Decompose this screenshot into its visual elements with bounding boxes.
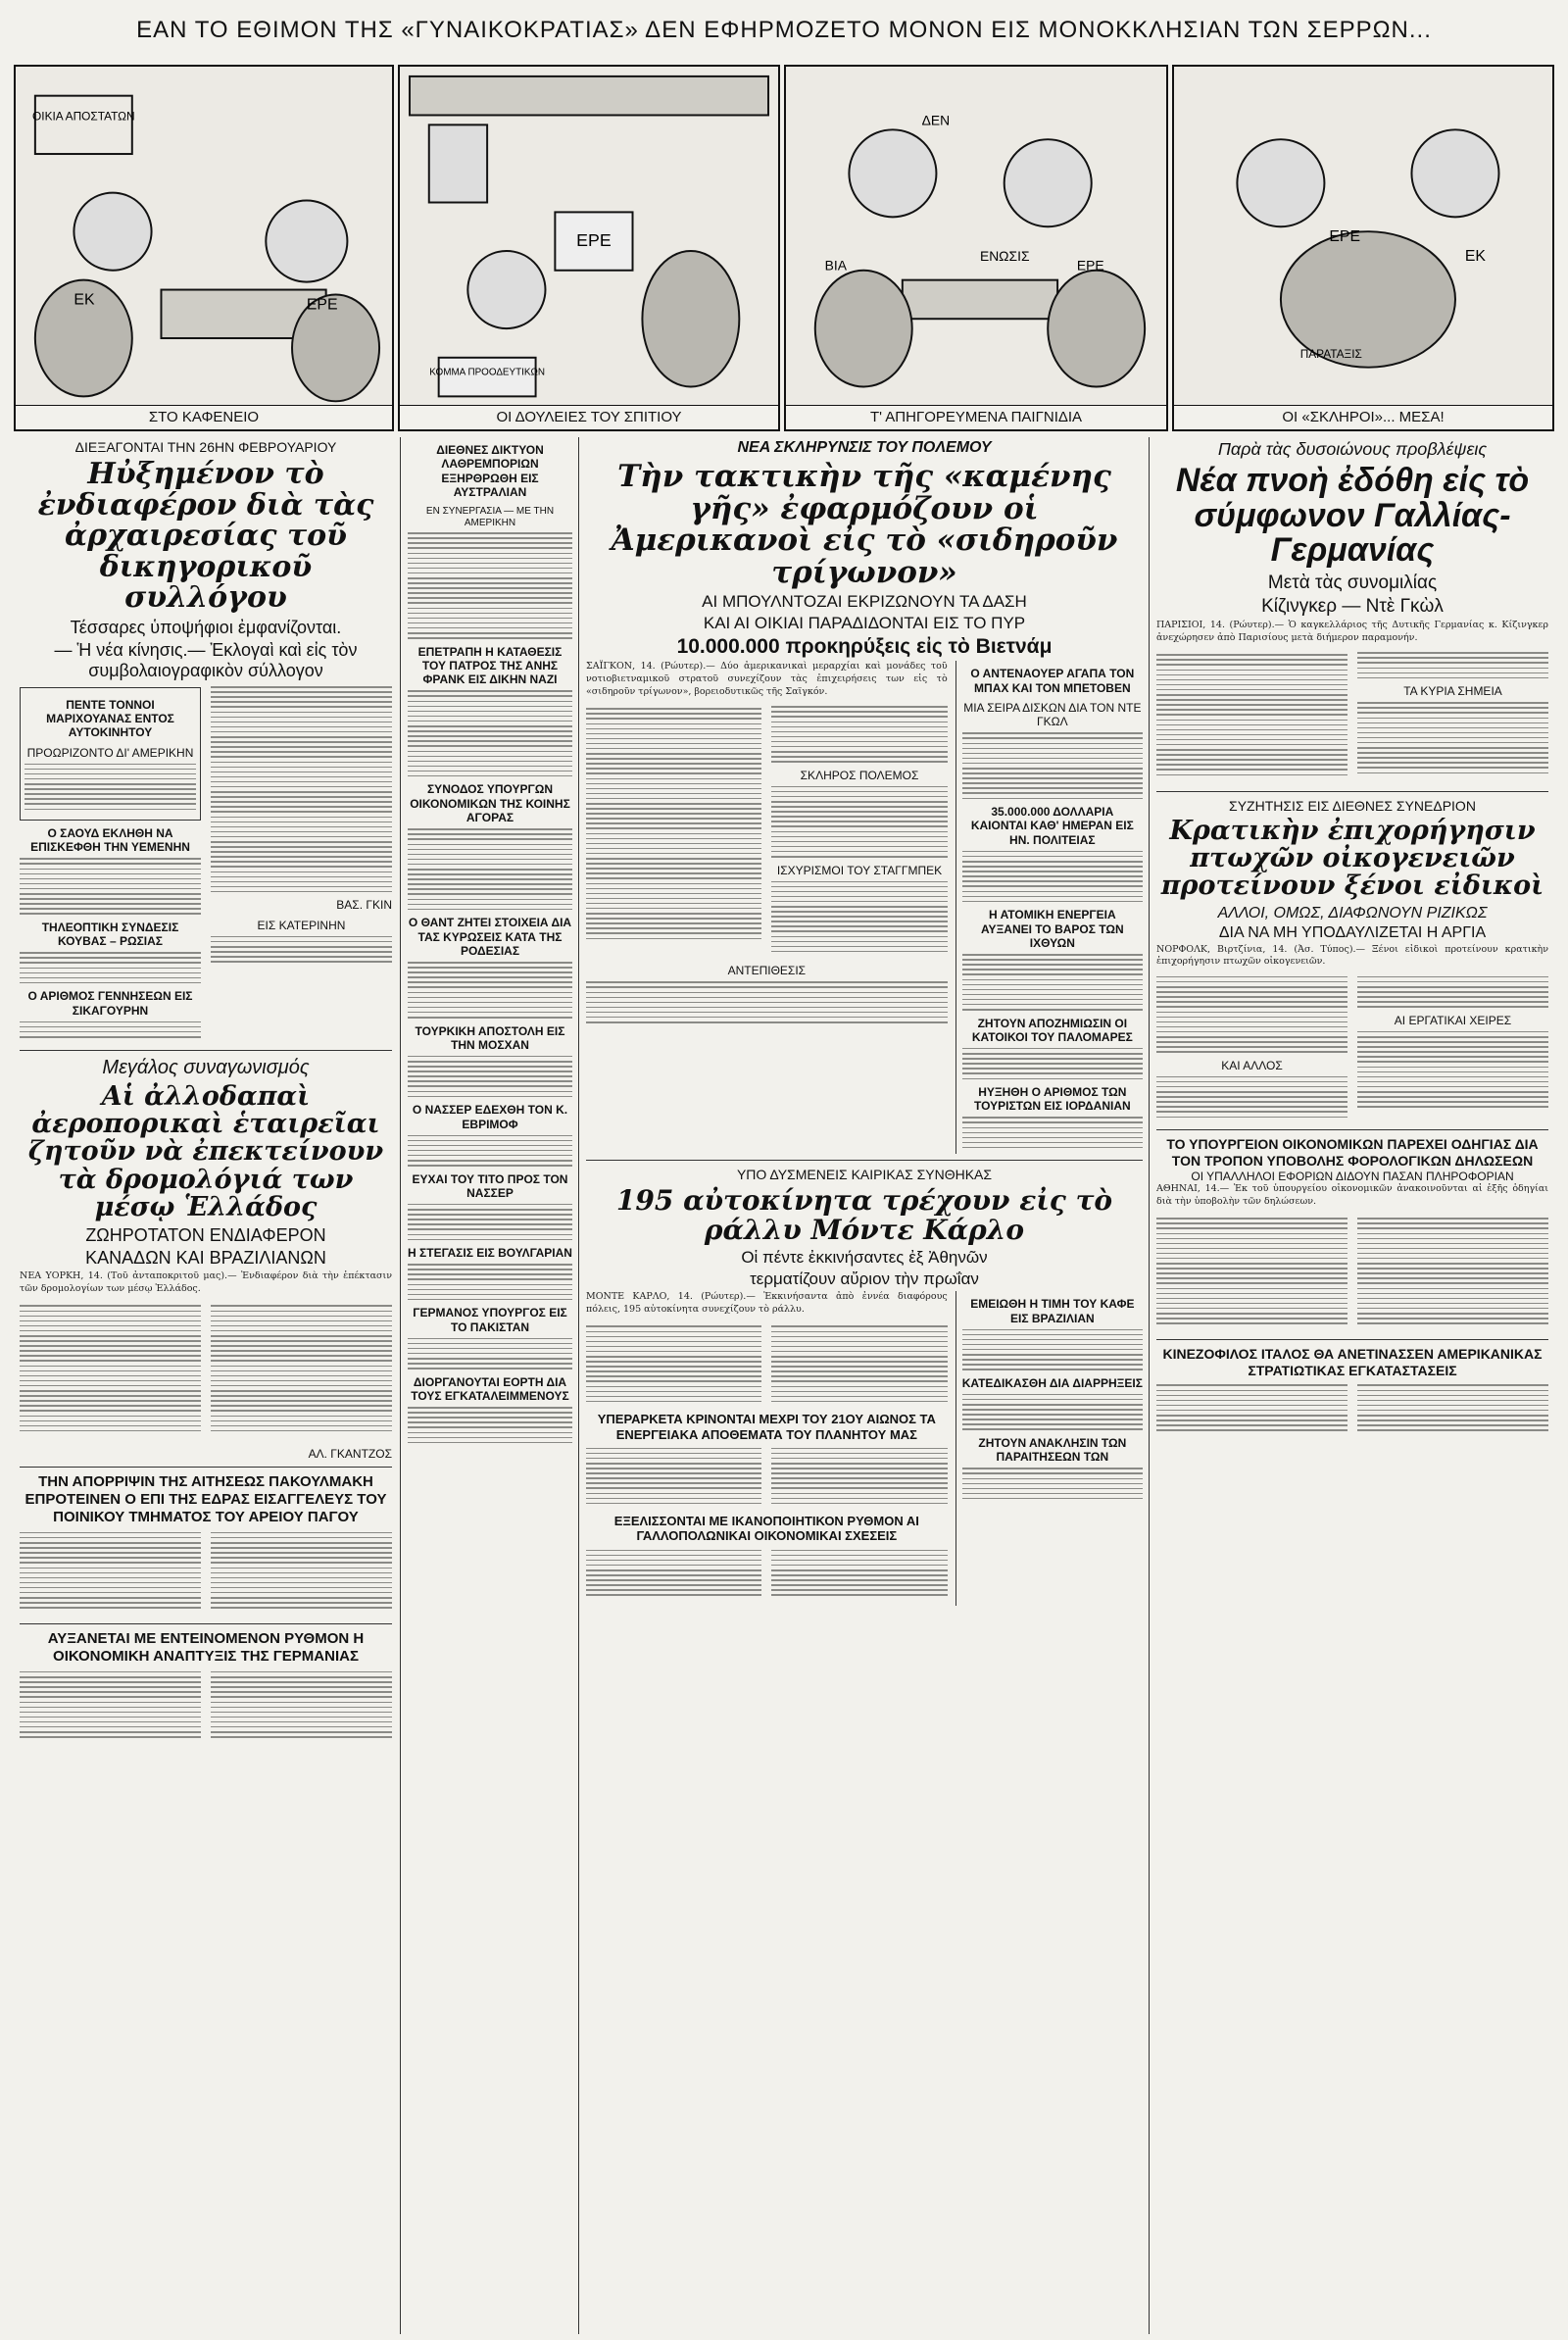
column-rule [578,437,579,2334]
svg-text:ΔΕΝ: ΔΕΝ [921,112,951,128]
news-headline: ΗΥΞΗΘΗ Ο ΑΡΙΘΜΟΣ ΤΩΝ ΤΟΥΡΙΣΤΩΝ ΕΙΣ ΙΟΡΔΑΝΙΑΝ [974,1085,1131,1114]
cartoon-hardliners-drawing [1174,67,1552,429]
cartoon-cafe-drawing [16,67,392,429]
news-subhead: ΕΝ ΣΥΝΕΡΓΑΣΙΑ — ΜΕ ΤΗΝ ΑΜΕΡΙΚΗΝ [425,505,555,528]
article-subhead: ΖΩΗΡΟΤΑΤΟΝ ΕΝΔΙΑΦΕΡΟΝ [85,1225,326,1246]
news-headline: ΔΙΟΡΓΑΝΟΥΤΑΙ ΕΟΡΤΗ ΔΙΑ ΤΟΥΣ ΕΓΚΑΤΑΛΕΙΜΜΕΝΟΥΣ [411,1374,569,1404]
column-left [14,437,398,2334]
cartoon-caption-games: Τ' ΑΠΗΓΟΡΕΥΜΕΝΑ ΠΑΙΓΝΙΔΙΑ [786,405,1166,429]
byline: ΒΑΣ. ΓΚΙΝ [336,898,392,913]
article-kicker: ΥΠΟ ΔΥΣΜΕΝΕΙΣ ΚΑΙΡΙΚΑΣ ΣΥΝΘΗΚΑΣ [736,1167,993,1183]
cartoon-games-drawing [786,67,1166,429]
article-headline: 195 αὐτοκίνητα τρέχουν εἰς τὸ ράλλυ Μόντε Κάρλο [615,1184,1113,1246]
news-headline: ΠΕΝΤΕ ΤΟΝΝΟΙ ΜΑΡΙΧΟΥΑΝΑΣ ΕΝΤΟΣ ΑΥΤΟΚΙΝΗΤΟΥ [46,697,174,740]
news-headline: ΚΑΤΕΔΙΚΑΣΘΗ ΔΙΑ ΔΙΑΡΡΗΞΕΙΣ [961,1375,1143,1390]
article-body-columns [20,683,392,1044]
svg-text:ΕΚ: ΕΚ [74,291,95,309]
cartoon-strip [14,65,1554,431]
article-subhead: ΚΑΝΑΔΩΝ ΚΑΙ ΒΡΑΖΙΛΙΑΝΩΝ [85,1248,326,1269]
news-headline: ΖΗΤΟΥΝ ΑΠΟΖΗΜΙΩΣΙΝ ΟΙ ΚΑΤΟΙΚΟΙ ΤΟΥ ΠΑΛΟΜΑΡΕΣ [971,1016,1133,1044]
news-headline: ΕΜΕΙΩΘΗ Η ΤΙΜΗ ΤΟΥ ΚΑΦΕ ΕΙΣ ΒΡΑΖΙΛΙΑΝ [970,1297,1135,1325]
section-label: ΣΚΛΗΡΟΣ ΠΟΛΕΜΟΣ [800,768,919,782]
article-subhead: τερματίζουν αὔριον τὴν πρωΐαν [750,1270,979,1289]
news-headline: ΕΥΧΑΙ ΤΟΥ ΤΙΤΟ ΠΡΟΣ ΤΟΝ ΝΑΣΣΕΡ [412,1171,568,1200]
svg-text:ΕΡΕ: ΕΡΕ [1329,228,1361,246]
article-kicker: ΣΥΖΗΤΗΣΙΣ ΕΙΣ ΔΙΕΘΝΕΣ ΣΥΝΕΔΡΙΟΝ [1229,797,1476,814]
article-subhead: ΚΑΙ ΑΙ ΟΙΚΙΑΙ ΠΑΡΑΔΙΔΟΝΤΑΙ ΕΙΣ ΤΟ ΠΥΡ [703,614,1026,633]
news-headline: Η ΣΤΕΓΑΣΙΣ ΕΙΣ ΒΟΥΛΓΑΡΙΑΝ [408,1246,572,1261]
article-kicker: Παρὰ τὰς δυσοιώνους προβλέψεις [1217,439,1488,459]
svg-text:ΕΡΕ: ΕΡΕ [306,296,338,314]
article-subhead: ΟΙ ΥΠΑΛΛΗΛΟΙ ΕΦΟΡΙΩΝ ΔΙΔΟΥΝ ΠΑΣΑΝ ΠΛΗΡΟΦΟΡΙΑΝ [1191,1169,1514,1183]
news-headline: ΤΟΥΡΚΙΚΗ ΑΠΟΣΤΟΛΗ ΕΙΣ ΤΗΝ ΜΟΣΧΑΝ [415,1023,565,1052]
section-label: ΚΑΙ ΑΛΛΟΣ [1221,1058,1283,1072]
article-body: ΜΟΝΤΕ ΚΑΡΛΟ, 14. (Ρώυτερ).— Ἐκκινήσαντα ἀπὸ ἐννέα διαφόρους πόλεις, 195 αὐτοκίνητα συνεχίζουν τὸ ράλλυ. [586,1291,948,1316]
article-subhead: 10.000.000 προκηρύξεις εἰς τὸ Βιετνάμ [676,635,1053,659]
svg-text:ΚΟΜΜΑ ΠΡΟΟΔΕΥΤΙΚΩΝ: ΚΟΜΜΑ ΠΡΟΟΔΕΥΤΙΚΩΝ [429,367,545,378]
cartoon-caption-cafe: ΣΤΟ ΚΑΦΕΝΕΙΟ [16,405,392,429]
news-headline: ΓΕΡΜΑΝΟΣ ΥΠΟΥΡΓΟΣ ΕΙΣ ΤΟ ΠΑΚΙΣΤΑΝ [413,1306,567,1334]
column-right [1151,437,1554,2334]
cartoon-caption-hardliners: ΟΙ «ΣΚΛΗΡΟΙ»... ΜΕΣΑ! [1174,405,1552,429]
article-body: ΝΕΑ ΥΟΡΚΗ, 14. (Τοῦ ἀνταποκριτοῦ μας).— Ἐνδιαφέρον διὰ τὴν ἐπέκτασιν τῶν δρομολογίων των μέσῳ Ἑλλάδος. [20,1270,392,1295]
svg-text:ΕΝΩΣΙΣ: ΕΝΩΣΙΣ [979,247,1030,264]
article-kicker: ΔΙΕΞΑΓΟΝΤΑΙ ΤΗΝ 26ΗΝ ΦΕΒΡΟΥΑΡΙΟΥ [74,439,337,455]
news-headline: ΤΗΛΕΟΠΤΙΚΗ ΣΥΝΔΕΣΙΣ ΚΟΥΒΑΣ – ΡΩΣΙΑΣ [41,920,179,949]
article-headline: Τὴν τακτικὴν τῆς «καμένης γῆς» ἐφαρμόζουν οἱ Ἀμερικανοὶ εἰς τὸ «σιδηροῦν τρίγωνον» [611,459,1118,590]
center-body [586,661,1143,1154]
cartoon-housework-drawing [400,67,778,429]
section-label: ΑΙ ΕΡΓΑΤΙΚΑΙ ΧΕΙΡΕΣ [1394,1013,1512,1027]
section-label: ΑΝΤΕΠΙΘΕΣΙΣ [727,964,807,978]
cartoon-label: ΟΙΚΙΑ ΑΠΟΣΤΑΤΩΝ [32,109,135,124]
article-kicker: ΝΕΑ ΣΚΛΗΡΥΝΣΙΣ ΤΟΥ ΠΟΛΕΜΟΥ [737,439,992,456]
section-label: ΤΑ ΚΥΡΙΑ ΣΗΜΕΙΑ [1403,684,1502,699]
article-kicker: Μεγάλος συναγωνισμός [102,1056,310,1078]
news-headline: Η ΑΤΟΜΙΚΗ ΕΝΕΡΓΕΙΑ ΑΥΞΑΝΕΙ ΤΟ ΒΑΡΟΣ ΤΩΝ ΙΧΘΥΩΝ [980,908,1124,951]
svg-text:ΠΑΡΑΤΑΞΙΣ: ΠΑΡΑΤΑΞΙΣ [1299,346,1362,361]
cartoon-panel-housework [398,65,780,431]
article-headline: ΤΟ ΥΠΟΥΡΓΕΙΟΝ ΟΙΚΟΝΟΜΙΚΩΝ ΠΑΡΕΧΕΙ ΟΔΗΓΙΑΣ ΔΙΑ ΤΟΝ ΤΡΟΠΟΝ ΥΠΟΒΟΛΗΣ ΦΟΡΟΛΟΓΙΚΩΝ ΔΗΛΩΣΕΩΝ [1166,1136,1539,1169]
article-subhead: ΑΛΛΟΙ, ΟΜΩΣ, ΔΙΑΦΩΝΟΥΝ ΡΙΖΙΚΩΣ [1217,904,1488,921]
article-subhead: Μετὰ τὰς συνομιλίας [1267,573,1438,594]
article-subhead: ΑΙ ΜΠΟΥΛΝΤΟΖΑΙ ΕΚΡΙΖΩΝΟΥΝ ΤΑ ΔΑΣΗ [702,592,1027,612]
svg-text:ΒΙΑ: ΒΙΑ [824,257,847,274]
article-body: ΣΑΪΓΚΟΝ, 14. (Ρώυτερ).— Δύο ἀμερικανικαὶ μεραρχίαι καὶ μονάδες τοῦ νοτιοβιετναμικοῦ στρατοῦ συνεχίζουν τὰς ἐπιχειρήσεις των εἰς τὸ «σιδηροῦν τρίγωνον», βορειοδυτικῶς τῆς Σαϊγκόν. [586,661,948,697]
svg-text:ΕΡΕ: ΕΡΕ [1076,257,1104,274]
news-headline: Ο ΘΑΝΤ ΖΗΤΕΙ ΣΤΟΙΧΕΙΑ ΔΙΑ ΤΑΣ ΚΥΡΩΣΕΙΣ ΚΑΤΑ ΤΗΣ ΡΟΔΕΣΙΑΣ [408,916,572,959]
dateline: ΕΙΣ ΚΑΤΕΡΙΝΗΝ [257,918,346,932]
section-label: ΙΣΧΥΡΙΣΜΟΙ ΤΟΥ ΣΤΑΓΓΜΠΕΚ [776,863,943,877]
article-subhead: Οἱ πέντε ἐκκινήσαντες ἐξ Ἀθηνῶν [741,1248,988,1268]
column-center [580,437,1149,2334]
news-subhead: ΜΙΑ ΣΕΙΡΑ ΔΙΣΚΩΝ ΔΙΑ ΤΟΝ ΝΤΕ ΓΚΩΛ [963,700,1142,729]
news-headline: ΔΙΕΘΝΕΣ ΔΙΚΤΥΟΝ ΛΑΘΡΕΜΠΟΡΙΩΝ ΕΞΗΡΘΡΩΘΗ ΕΙΣ ΑΥΣΤΡΑΛΙΑΝ [436,443,544,500]
article-body: ΑΘΗΝΑΙ, 14.— Ἐκ τοῦ ὑπουργείου οἰκονομικῶν ἀνακοινοῦνται αἱ ἑξῆς ὁδηγίαι διὰ τὴν ὑποβολὴν τῶν δηλώσεων. [1156,1183,1548,1207]
news-headline: ΣΥΝΟΔΟΣ ΥΠΟΥΡΓΩΝ ΟΙΚΟΝΟΜΙΚΩΝ ΤΗΣ ΚΟΙΝΗΣ ΑΓΟΡΑΣ [410,782,570,825]
article-body: ΝΟΡΦΟΛΚ, Βιρτζίνια, 14. (Ἀσ. Τύπος).— Ξένοι εἰδικοὶ προτείνουν κρατικὴν ἐπιχορήγησιν πτωχῶν οἰκογενειῶν. [1156,943,1548,968]
news-headline: 35.000.000 ΔΟΛΛΑΡΙΑ ΚΑΙΟΝΤΑΙ ΚΑΘ' ΗΜΕΡΑΝ ΕΙΣ ΗΝ. ΠΟΛΙΤΕΙΑΣ [970,805,1134,847]
article-subhead: — Ἡ νέα κίνησις.— Ἐκλογαὶ καὶ εἰς τὸν συμβολαιογραφικὸν σύλλογον [54,639,358,680]
news-box [20,687,201,821]
news-headline: Ο ΑΝΤΕΝΑΟΥΕΡ ΑΓΑΠΑ ΤΟΝ ΜΠΑΧ ΚΑΙ ΤΟΝ ΜΠΕΤΟΒΕΝ [970,667,1135,695]
news-headline: Ο ΝΑΣΣΕΡ ΕΔΕΧΘΗ ΤΟΝ Κ. ΕΒΡΙΜΟΦ [412,1103,568,1131]
svg-text:ΕΚ: ΕΚ [1464,247,1486,265]
column-rule [400,437,401,2334]
article-subhead: Κίζινγκερ — Ντὲ Γκὼλ [1261,596,1444,618]
news-subhead: ΠΡΟΩΡΙΖΟΝΤΟ ΔΙ' ΑΜΕΡΙΚΗΝ [26,745,194,760]
cartoon-panel-hardliners [1172,65,1554,431]
article-headline: Νέα πνοὴ ἐδόθη εἰς τὸ σύμφωνον Γαλλίας-Γερμανίας [1175,462,1530,570]
article-body: ΠΑΡΙΣΙΟΙ, 14. (Ρώυτερ).— Ὁ καγκελλάριος τῆς Δυτικῆς Γερμανίας κ. Κίζινγκερ ἀνεχώρησεν ἀπὸ Παρισίους μετὰ διήμερον παραμονήν. [1156,620,1548,643]
article-headline: ΤΗΝ ΑΠΟΡΡΙΨΙΝ ΤΗΣ ΑΙΤΗΣΕΩΣ ΠΑΚΟΥΛΜΑΚΗ ΕΠΡΟΤΕΙΝΕΝ Ο ΕΠΙ ΤΗΣ ΕΔΡΑΣ ΕΙΣΑΓΓΕΛΕΥΣ ΤΟΥ ΠΟΙΝΙΚΟΥ ΤΜΗΜΑΤΟΣ ΤΟΥ ΑΡΕΙΟΥ ΠΑΓΟΥ [24,1473,387,1526]
cartoon-panel-games [784,65,1168,431]
column-briefs [402,437,578,2334]
byline: ΑΛ. ΓΚΑΝΤΖΟΣ [308,1446,392,1461]
news-headline: ΕΠΕΤΡΑΠΗ Η ΚΑΤΑΘΕΣΙΣ ΤΟΥ ΠΑΤΡΟΣ ΤΗΣ ΑΝΗΣ ΦΡΑΝΚ ΕΙΣ ΔΙΚΗΝ ΝΑΖΙ [417,644,563,687]
article-headline: ΑΥΞΑΝΕΤΑΙ ΜΕ ΕΝΤΕΙΝΟΜΕΝΟΝ ΡΥΘΜΟΝ Η ΟΙΚΟΝΟΜΙΚΗ ΑΝΑΠΤΥΞΙΣ ΤΗΣ ΓΕΡΜΑΝΙΑΣ [47,1630,365,1666]
column-rule [1149,437,1150,2334]
article-subhead: ΔΙΑ ΝΑ ΜΗ ΥΠΟΔΑΥΛΙΖΕΤΑΙ Η ΑΡΓΙΑ [1218,923,1487,941]
article-headline: ΥΠΕΡΑΡΚΕΤΑ ΚΡΙΝΟΝΤΑΙ ΜΕΧΡΙ ΤΟΥ 21ΟΥ ΑΙΩΝΟΣ ΤΑ ΕΝΕΡΓΕΙΑΚΑ ΑΠΟΘΕΜΑΤΑ ΤΟΥ ΠΛΑΝΗΤΟΥ ΜΑΣ [597,1411,936,1442]
news-headline: Ο ΣΑΟΥΔ ΕΚΛΗΘΗ ΝΑ ΕΠΙΣΚΕΦΘΗ ΤΗΝ ΥΕΜΕΝΗΝ [30,826,190,855]
article-headline: ΕΞΕΛΙΣΣΟΝΤΑΙ ΜΕ ΙΚΑΝΟΠΟΙΗΤΙΚΟΝ ΡΥΘΜΟΝ ΑΙ ΓΑΛΛΟΠΟΛΩΝΙΚΑΙ ΟΙΚΟΝΟΜΙΚΑΙ ΣΧΕΣΕΙΣ [613,1513,919,1544]
article-subhead: Τέσσαρες ὑποψήφιοι ἐμφανίζονται. [70,617,342,637]
article-headline: Ηὐξημένον τὸ ἐνδιαφέρον διὰ τὰς ἀρχαιρεσίας τοῦ δικηγορικοῦ συλλόγου [37,457,374,615]
article-headline: ΚΙΝΕΖΟΦΙΛΟΣ ΙΤΑΛΟΣ ΘΑ ΑΝΕΤΙΝΑΣΣΕΝ ΑΜΕΡΙΚΑΝΙΚΑΣ ΣΤΡΑΤΙΩΤΙΚΑΣ ΕΓΚΑΤΑΣΤΑΣΕΙΣ [1162,1346,1543,1379]
news-headline: Ο ΑΡΙΘΜΟΣ ΓΕΝΝΗΣΕΩΝ ΕΙΣ ΣΙΚΑΓΟΥΡΗΝ [27,989,193,1018]
cartoon-caption-housework: ΟΙ ΔΟΥΛΕΙΕΣ ΤΟΥ ΣΠΙΤΙΟΥ [400,405,778,429]
svg-text:ΕΡΕ: ΕΡΕ [576,230,612,251]
cartoon-panel-cafe [14,65,394,431]
article-headline: Κρατικὴν ἐπιχορήγησιν πτωχῶν οἰκογενειῶν προτείνουν ξένοι εἰδικοὶ [1160,815,1544,902]
article-headline: Αἱ ἀλλοδαπαὶ ἀεροπορικαὶ ἑταιρεῖαι ζητοῦν νὰ ἐπεκτείνουν τὰ δρομολόγιά των μέσῳ Ἑλλάδος [27,1080,384,1222]
news-headline: ΖΗΤΟΥΝ ΑΝΑΚΛΗΣΙΝ ΤΩΝ ΠΑΡΑΙΤΗΣΕΩΝ ΤΩΝ [978,1435,1127,1465]
page-masthead: ΕΑΝ ΤΟ ΕΘΙΜΟΝ ΤΗΣ «ΓΥΝΑΙΚΟΚΡΑΤΙΑΣ» ΔΕΝ ΕΦΗΡΜΟΖΕΤΟ ΜΟΝΟΝ ΕΙΣ ΜΟΝΟΚΚΛΗΣΙΑΝ ΤΩΝ ΣΕΡΡΩΝ... [136,17,1432,43]
